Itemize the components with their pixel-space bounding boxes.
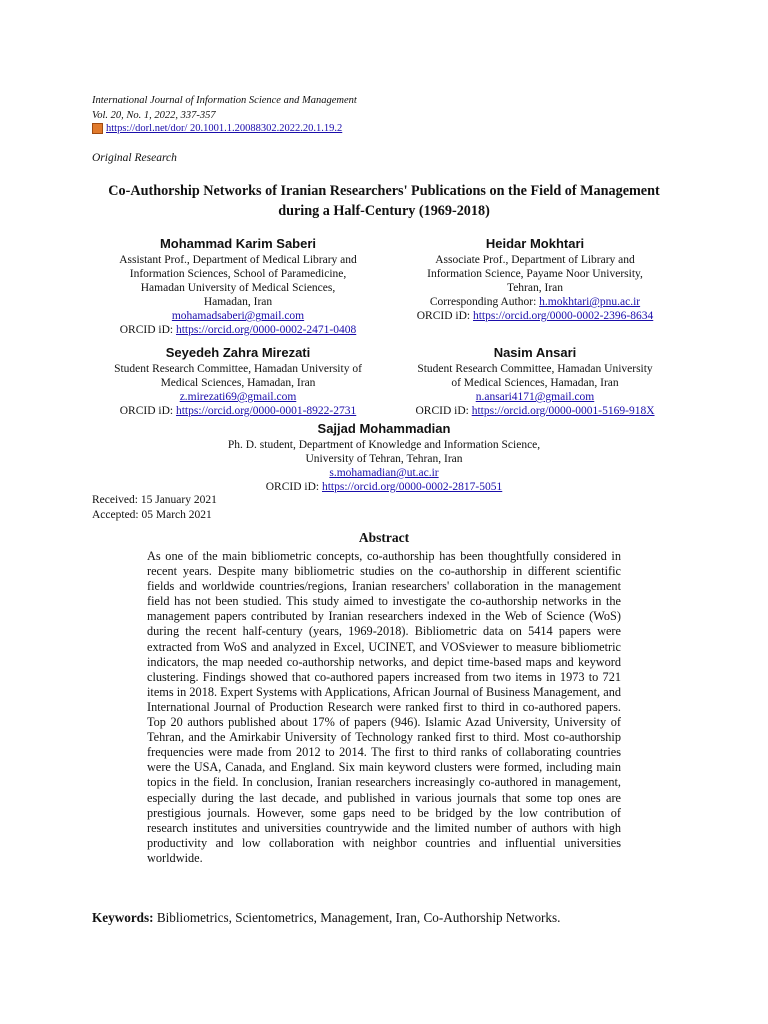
author-name: Mohammad Karim Saberi bbox=[159, 236, 317, 251]
article-dates bbox=[92, 493, 217, 523]
author-affiliation-line: of Medical Sciences, Hamadan, Iran bbox=[451, 377, 619, 389]
author-affiliation-line: Student Research Committee, Hamadan University bbox=[417, 363, 653, 375]
orcid-link[interactable]: https://orcid.org/0000-0001-5169-918X bbox=[471, 405, 655, 417]
doi-line bbox=[92, 123, 342, 134]
orcid-link[interactable]: https://orcid.org/0000-0001-8922-2731 bbox=[175, 405, 357, 417]
journal-name: International Journal of Information Science and Management bbox=[92, 95, 357, 106]
journal-volume: Vol. 20, No. 1, 2022, 337-357 bbox=[92, 110, 216, 121]
author-block-2 bbox=[390, 235, 680, 323]
keywords-line bbox=[92, 910, 560, 926]
author-block-5 bbox=[92, 420, 676, 494]
author-affiliation-line: Hamadan University of Medical Sciences, bbox=[140, 282, 336, 294]
author-block-1 bbox=[90, 235, 386, 337]
author-affiliation-line: Tehran, Iran bbox=[506, 282, 564, 294]
author-email-link[interactable]: mohamadsaberi@gmail.com bbox=[171, 310, 305, 322]
author-block-3 bbox=[90, 344, 386, 418]
author-name: Nasim Ansari bbox=[493, 345, 577, 360]
author-affiliation-line: Information Sciences, School of Paramedicine, bbox=[129, 268, 347, 280]
author-affiliation-line: Associate Prof., Department of Library and bbox=[435, 254, 635, 266]
doi-link[interactable]: https://dorl.net/dor/ 20.1001.1.20088302.2022.20.1.19.2 bbox=[106, 123, 343, 134]
orcid-label: ORCID iD: bbox=[416, 310, 471, 322]
article-type: Original Research bbox=[92, 152, 177, 164]
orcid-label: ORCID iD: bbox=[265, 481, 320, 493]
orcid-link[interactable]: https://orcid.org/0000-0002-2471-0408 bbox=[175, 324, 357, 336]
accepted-date: Accepted: 05 March 2021 bbox=[92, 509, 212, 521]
author-affiliation-line: Assistant Prof., Department of Medical Library and bbox=[119, 254, 357, 266]
author-name: Seyedeh Zahra Mirezati bbox=[165, 345, 311, 360]
corresponding-label: Corresponding Author: bbox=[429, 296, 537, 308]
abstract-heading: Abstract bbox=[358, 530, 410, 545]
author-email-link[interactable]: s.mohamadian@ut.ac.ir bbox=[329, 467, 439, 479]
journal-header bbox=[92, 93, 357, 123]
author-email-link[interactable]: z.mirezati69@gmail.com bbox=[179, 391, 297, 403]
author-affiliation-line: Student Research Committee, Hamadan University of bbox=[114, 363, 362, 375]
author-email-link[interactable]: n.ansari4171@gmail.com bbox=[475, 391, 595, 403]
orcid-link[interactable]: https://orcid.org/0000-0002-2396-8634 bbox=[472, 310, 654, 322]
received-date: Received: 15 January 2021 bbox=[92, 494, 217, 506]
author-affiliation-line: Ph. D. student, Department of Knowledge and Information Science, bbox=[227, 439, 541, 451]
orcid-label: ORCID iD: bbox=[119, 324, 174, 336]
author-affiliation-line: University of Tehran, Tehran, Iran bbox=[305, 453, 463, 465]
abstract-text: As one of the main bibliometric concepts, co-authorship has been thoughtfully considered in recent years. Despite many bibliometric studies on the co-authorship in different scientific fields and worldwide countries/regions, Iranian researchers' collaboration in the management field has not been studied. This study aimed to investigate the co-authorship networks in the management papers contributed by Iranian researchers indexed in the Web of Science (WoS) during the recent half-century (years, 1969-2018). Bibliometric data on 5414 papers were extracted from WoS and analyzed in Excel, UCINET, and VOSviewer to measure bibliometric indicators, the map needed co-authorship networks, and depict time-based maps and keyword clustering. Findings showed that co-authored papers increased from two items in 1973 to 721 items in 2018. Expert Systems with Applications, African Journal of Business Management, and International Journal of Production Research were ranked first to third in co-authored papers. Top 20 authors published about 17% of papers (946). Islamic Azad University, University of Tehran, and the Amirkabir University of Technology ranked first to third. Most co-authorship frequencies were made from 2012 to 2014. The first to third ranks of collaborating countries were the USA, Canada, and England. Six main keyword clusters were formed, including main topics in the field. In conclusion, Iranian researchers increasingly co-authored in management, especially during the last decade, and published in various journals that some top ones are prestigious journals. However, some gaps need to be bridged by the low contribution of research institutes and universities countrywide and the limited number of authors with high productivity and low collaboration with neighbor countries and influential universities worldwide. bbox=[147, 549, 621, 865]
orcid-link[interactable]: https://orcid.org/0000-0002-2817-5051 bbox=[321, 481, 503, 493]
paper-title: Co-Authorship Networks of Iranian Researchers' Publications on the Field of Management during a Half-Century (1969-2018) bbox=[108, 183, 660, 219]
author-affiliation-line: Information Science, Payame Noor University, bbox=[427, 268, 643, 280]
author-affiliation-line: Hamadan, Iran bbox=[203, 296, 273, 308]
author-name: Heidar Mokhtari bbox=[485, 236, 585, 251]
keywords-text: Bibliometrics, Scientometrics, Management, Iran, Co-Authorship Networks. bbox=[156, 910, 561, 925]
author-name: Sajjad Mohammadian bbox=[317, 421, 451, 436]
keywords-label: Keywords: bbox=[92, 910, 154, 925]
author-affiliation-line: Medical Sciences, Hamadan, Iran bbox=[160, 377, 316, 389]
orcid-label: ORCID iD: bbox=[415, 405, 469, 417]
author-block-4 bbox=[390, 344, 680, 418]
doi-icon bbox=[92, 123, 103, 134]
author-email-link[interactable]: h.mokhtari@pnu.ac.ir bbox=[539, 296, 641, 308]
orcid-label: ORCID iD: bbox=[119, 405, 174, 417]
